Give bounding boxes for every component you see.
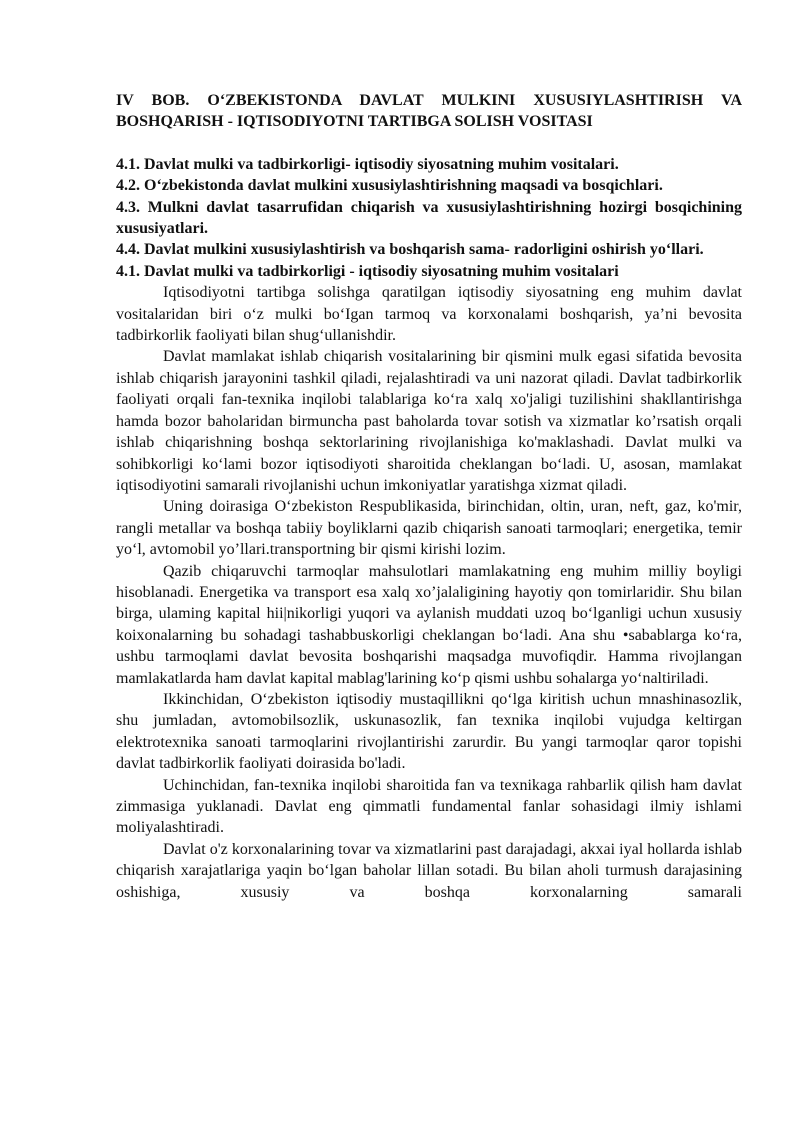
- toc-item-4-2: 4.2. O‘zbekistonda davlat mulkini xususiylashtirishning maqsadi va bosqichlari.: [116, 177, 663, 195]
- toc-item-4-1: 4.1. Davlat mulki va tadbirkorligi- iqtisodiy siyosatning muhim vositalari.: [116, 155, 619, 173]
- paragraph: Qazib chiqaruvchi tarmoqlar mahsulotlari mamlakatning eng muhim milliy boyligi hisoblanadi. Energetika va transport esa xalq xo’jalaligining hayotiy qon tomirlaridir. Shu bilan birga, ulaming kapital hii|nikorligi yuqori va aylanish muddati uzoq bo‘lganligi uchun xususiy koixonalarning bu sohadagi tashabbuskorligi cheklangan bo‘ladi. Ana shu •sabablarga ko‘ra, ushbu tarmoqlami davlat bevosita boshqarishi maqsadga muvofiqdir. Hamma rivojlangan mamlakatlarda ham davlat kapital mablag'larining ko‘p qismi ushbu sohalarga yo‘naltiriladi.: [116, 562, 742, 687]
- paragraph: Uchinchidan, fan-texnika inqilobi sharoitida fan va texnikaga rahbarlik qilish ham davlat zimmasiga yuklanadi. Davlat eng qimmatli fundamental fanlar sohasidagi ilmiy ishlami moliyalashtiradi.: [116, 776, 742, 837]
- paragraph: Uning doirasiga O‘zbekiston Respublikasida, birinchidan, oltin, uran, neft, gaz, ko'mir, rangli metallar va boshqa tabiiy boyliklarni qazib chiqarish sanoati tarmoqlari; energetika, temir yo‘l, avtomobil yo’llari.transportning bir qismi kirishi lozim.: [116, 498, 742, 559]
- toc-item-4-3: 4.3. Mulkni davlat tasarrufidan chiqarish va xususiylashtirishning hozirgi bosqichining xususiyatlari.: [116, 198, 742, 238]
- section-heading: 4.1. Davlat mulki va tadbirkorligi - iqtisodiy siyosatning muhim vositalari: [116, 262, 619, 280]
- toc-item-4-4: 4.4. Davlat mulkini xususiylashtirish va boshqarish sama- radorligini oshirish yo‘llari.: [116, 241, 704, 259]
- paragraph: Davlat mamlakat ishlab chiqarish vositalarining bir qismini mulk egasi sifatida bevosita ishlab chiqarish jarayonini tashkil qiladi, rejalashtiradi va uni nazorat qiladi. Davlat tadbirkorlik faoliyati orqali fan-texnika inqilobi talablariga ko‘ra xalq xo'jaligi tuzilishini shakllantirishga hamda bozor baholaridan birmuncha past baholarda tovar sotish va xizmatlar ko’rsatish orqali ishlab chiqarishning boshqa sektorlarining rivojlanishiga ko'maklashadi. Davlat mulki va sohibkorligi ko‘lami bozor iqtisodiyoti sharoitida cheklangan bo‘ladi. U, asosan, mamlakat iqtisodiyotini samarali rivojlanishi uchun imkoniyatlar yaratishga xizmat qiladi.: [116, 348, 742, 494]
- document-page: [116, 90, 742, 903]
- chapter-title: IV BOB. O‘ZBEKISTONDA DAVLAT MULKINI XUSUSIYLASHTIRISH VA BOSHQARISH - IQTISODIYOTNI TARTIBGA SOLISH VOSITASI: [116, 92, 742, 131]
- paragraph-continued: Davlat o'z korxonalarining tovar va xizmatlarini past darajadagi, akxai iyal hollarda ishlab chiqarish xarajatlariga yaqin bo‘lgan baholar lillan sotadi. Bu bilan aholi turmush darajasining oshishiga, xususiy va boshqa korxonalarning samarali: [116, 840, 742, 901]
- paragraph: Iqtisodiyotni tartibga solishga qaratilgan iqtisodiy siyosatning eng muhim davlat vositalaridan biri o‘z mulki bo‘Igan tarmoq va korxonalami boshqarish, ya’ni bevosita tadbirkorlik faoliyati bilan shug‘ullanishdir.: [116, 284, 742, 345]
- paragraph: Ikkinchidan, O‘zbekiston iqtisodiy mustaqillikni qo‘lga kiritish uchun mnashinasozlik, shu jumladan, avtomobilsozlik, uskunasozlik, fan texnika inqilobi vujudga keltirgan elektrotexnika sanoati tarmoqlarini rivojlantirishi zarurdir. Bu yangi tarmoqlar qaror topishi davlat tadbirkorlik faoliyati doirasida bo'ladi.: [116, 690, 742, 773]
